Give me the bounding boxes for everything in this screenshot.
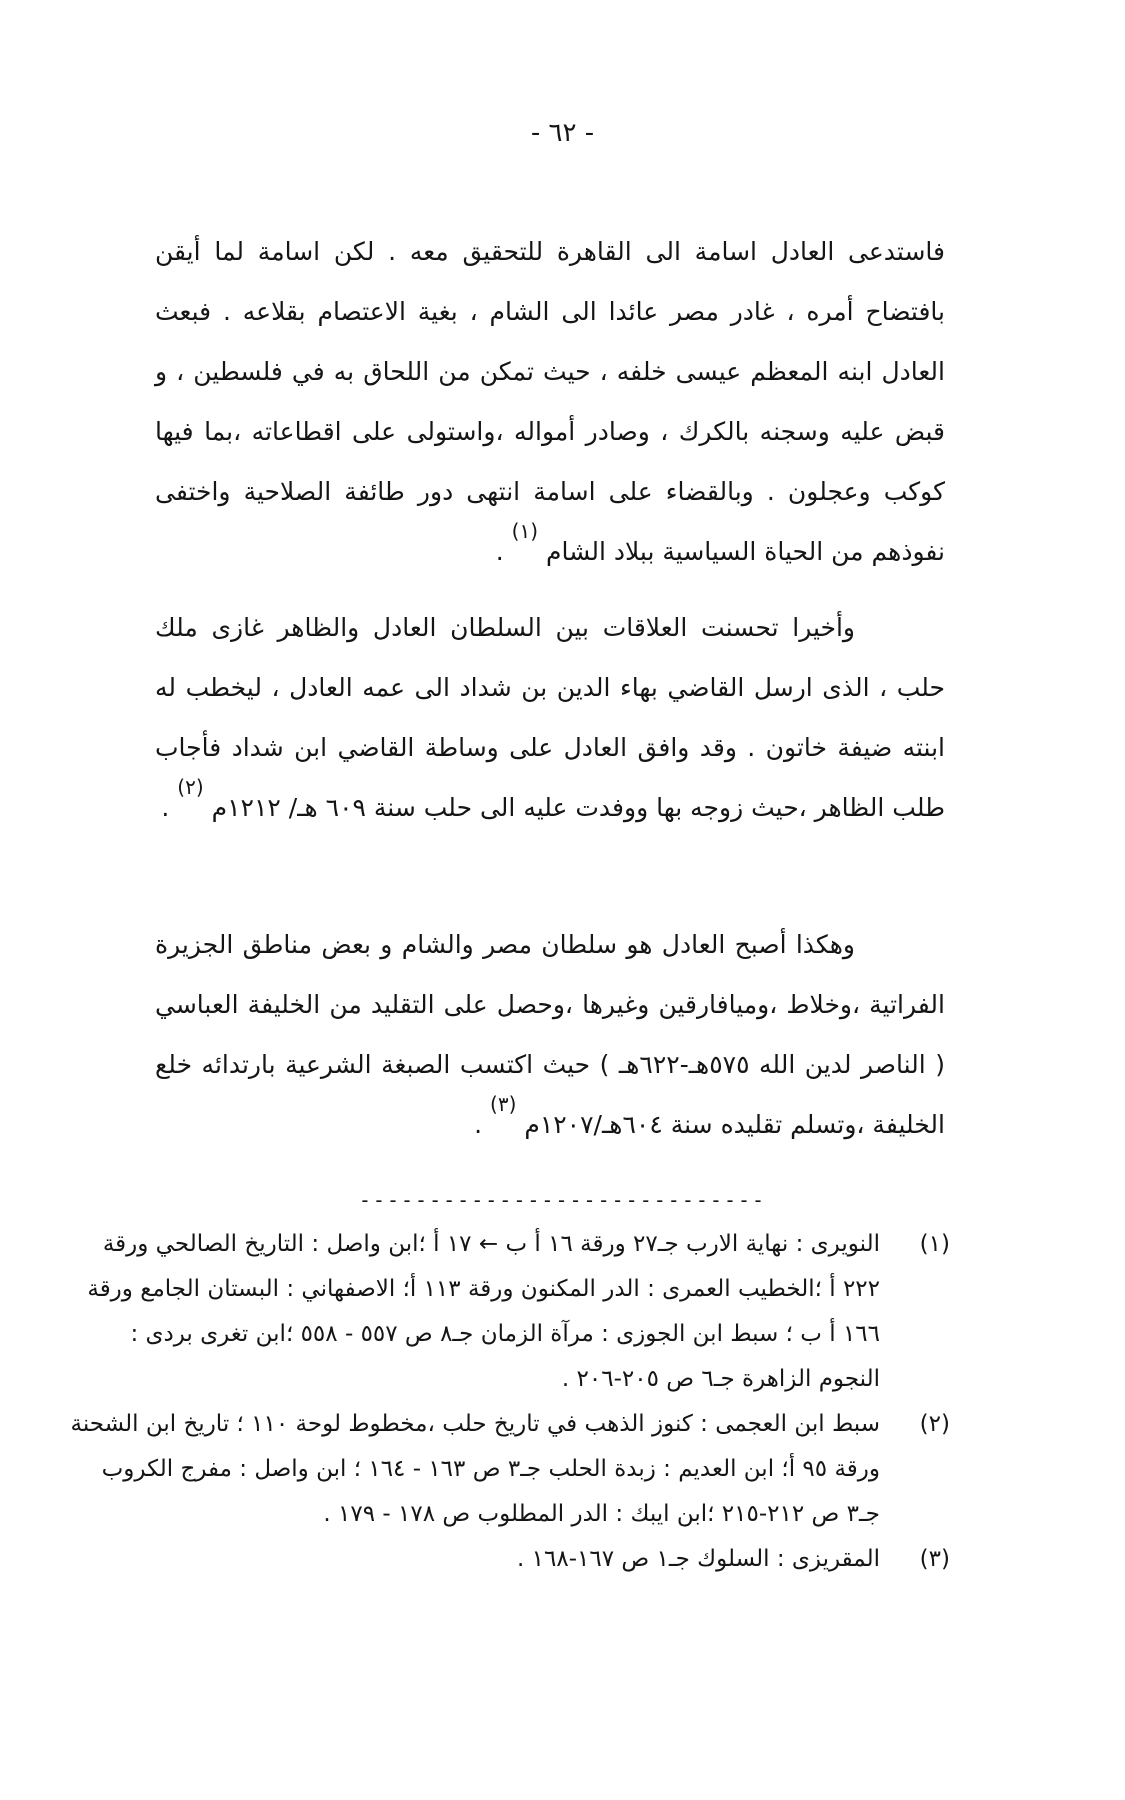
footnote-reference: (١) [511,519,539,543]
paragraph-end: . [161,793,170,822]
footnote [70,1537,950,1582]
footnote-reference: (٣) [490,1092,517,1116]
footnote-text: المقريزى : السلوك جـ١ ص ١٦٧-١٦٨ . [517,1546,880,1572]
footnote [70,1402,950,1537]
footnote-text: سبط ابن العجمى : كنوز الذهب في تاريخ حلب ،مخطوط لوحة ١١٠ ؛ تاريخ ابن الشحنة ورقة ٩٥ أ؛ ابن العديم : زبدة الحلب جـ٣ ص ١٦٣ - ١٦٤ ؛ ابن واصل : مفرج الكروب جـ٣ ص ٢١٢-٢١٥ ؛ابن ايبك : الدر المطلوب ص ١٧٨ - ١٧٩ . [70,1411,880,1527]
footnote-number: (١) [919,1231,950,1257]
paragraph-text: وأخيرا تحسنت العلاقات بين السلطان العادل والظاهر غازى ملك حلب ، الذى ارسل القاضي بهاء الدين بن شداد الى عمه العادل ، ليخطب له ابنته ضيفة خاتون . وقد وافق العادل على وساطة القاضي ابن شداد فأجاب طلب الظاهر ،حيث زوجه بها ووفدت عليه الى حلب سنة ٦٠٩ هـ/ ١٢١٢م [155,613,945,822]
footnote-text: النويرى : نهاية الارب جـ٢٧ ورقة ١٦ أ ب ← ١٧ أ ؛ابن واصل : التاريخ الصالحي ورقة ٢٢٢ أ ؛الخطيب العمرى : الدر المكنون ورقة ١١٣ أ؛ الاصفهاني : البستان الجامع ورقة ١٦٦ أ ب ؛ سبط ابن الجوزى : مرآة الزمان جـ٨ ص ٥٥٧ - ٥٥٨ ؛ابن تغرى بردى : النجوم الزاهرة جـ٦ ص ٢٠٥-٢٠٦ . [87,1231,880,1392]
footnote-number: (٢) [919,1411,950,1437]
footnote-separator: ----------------------------- [358,1188,767,1212]
paragraph-text: فاستدعى العادل اسامة الى القاهرة للتحقيق معه . لكن اسامة لما أيقن بافتضاح أمره ، غادر مصر عائدا الى الشام ، بغية الاعتصام بقلاعه . فبعث العادل ابنه المعظم عيسى خلفه ، حيث تمكن من اللحاق به في فلسطين ، و قبض عليه وسجنه بالكرك ، وصادر أمواله ،واستولى على اقطاعاته ،بما فيها كوكب وعجلون . وبالقضاء على اسامة انتهى دور طائفة الصلاحية واختفى نفوذهم من الحياة السياسية ببلاد الشام [155,237,945,566]
footnote [70,1222,950,1402]
paragraph-1 [155,222,945,583]
footnote-reference: (٢) [177,775,204,799]
paragraph-text: وهكذا أصبح العادل هو سلطان مصر والشام و بعض مناطق الجزيرة الفراتية ،وخلاط ،وميافارقين وغيرها ،وحصل على التقليد من الخليفة العباسي ( الناصر لدين الله ٥٧٥هـ-٦٢٢هـ ) حيث اكتسب الصبغة الشرعية بارتدائه خلع الخليفة ،وتسلم تقليده سنة ٦٠٤هـ/١٢٠٧م [155,930,945,1139]
page-number: - ٦٢ - [530,118,595,148]
paragraph-end: . [474,1110,483,1139]
paragraph-2 [155,598,945,839]
paragraph-3 [155,915,945,1156]
footnote-number: (٣) [919,1546,950,1572]
paragraph-end: . [495,537,504,566]
footnotes [70,1222,950,1582]
